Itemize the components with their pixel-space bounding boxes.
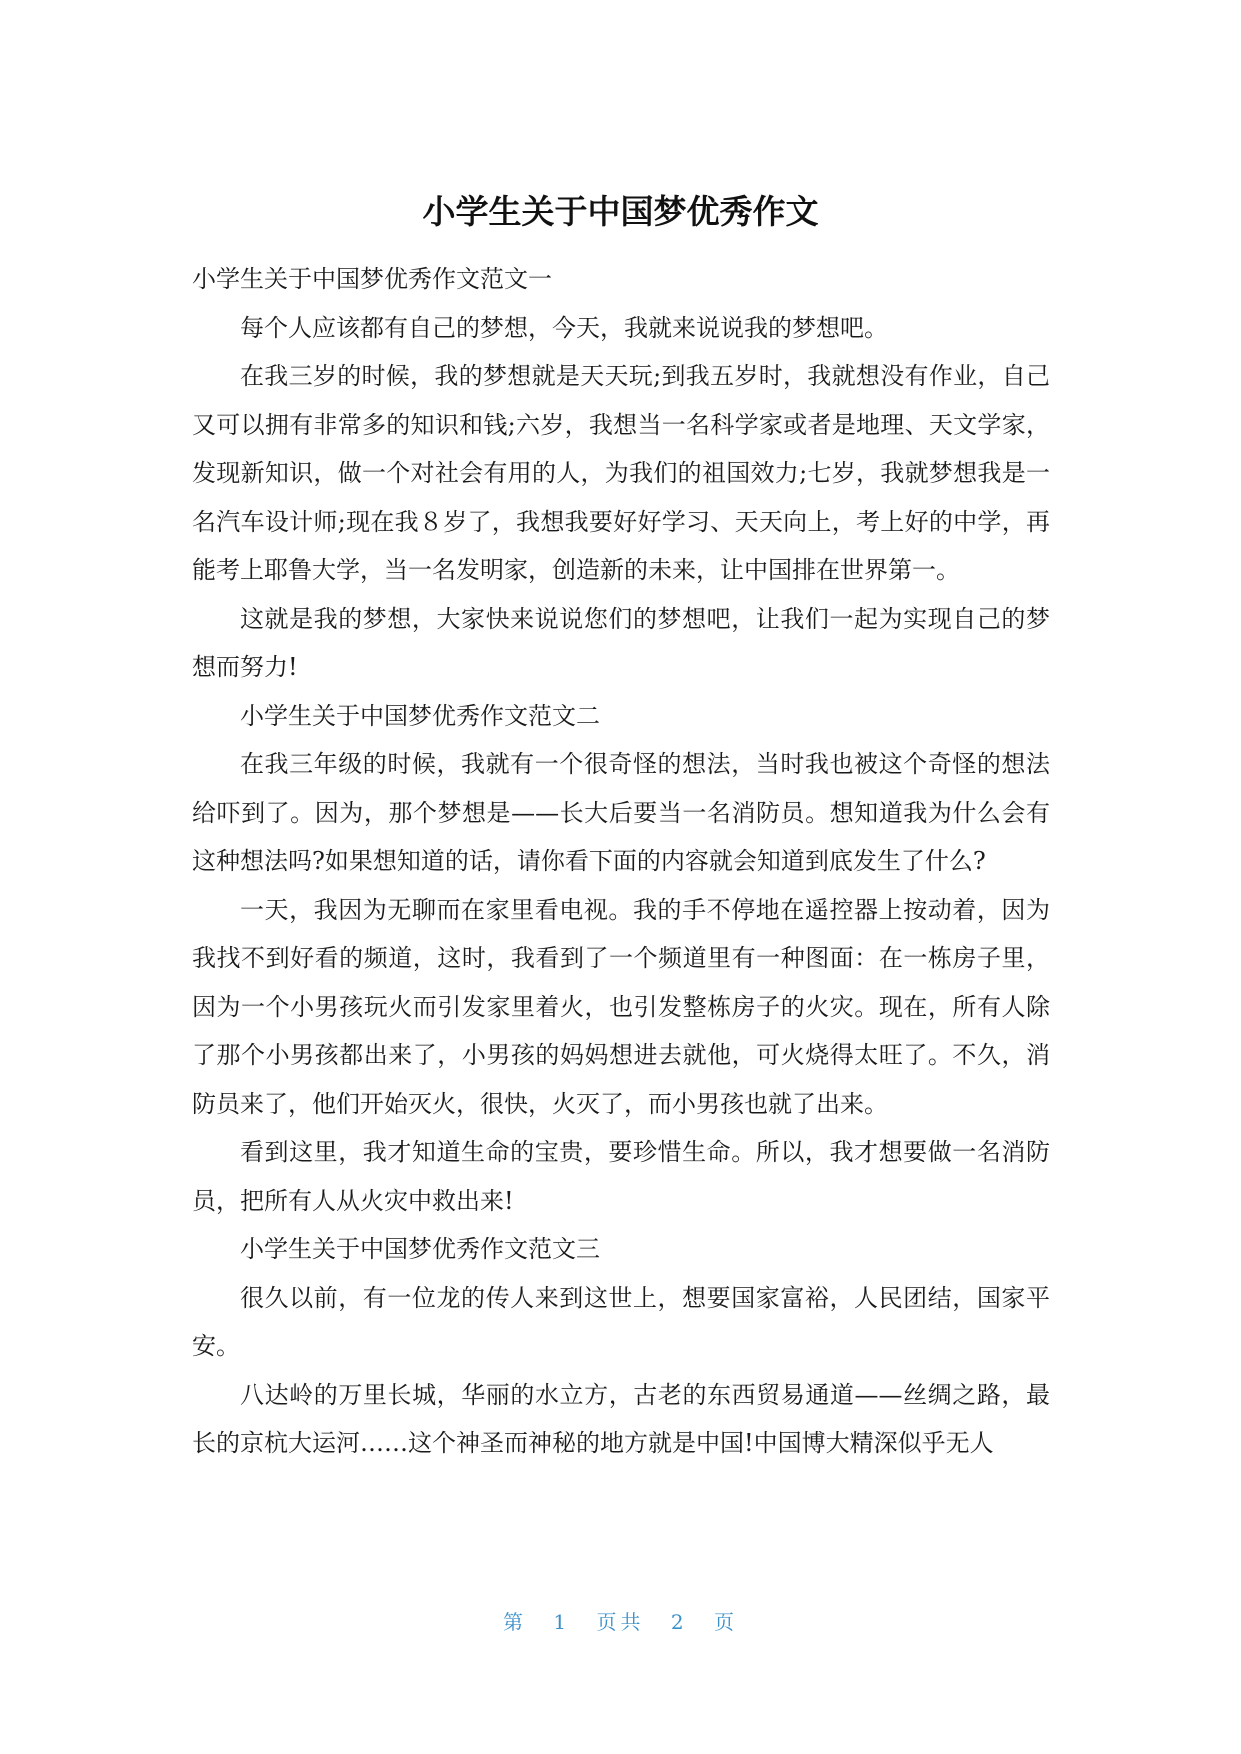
paragraph: 一天，我因为无聊而在家里看电视。我的手不停地在遥控器上按动着，因为我找不到好看的频道，这时，我看到了一个频道里有一种图面：在一栋房子里，因为一个小男孩玩火而引发家里着火，也引发整栋房子的火灾。现在，所有人除了那个小男孩都出来了，小男孩的妈妈想进去就他，可火烧得太旺了。不久，消防员来了，他们开始灭火，很快，火灭了，而小男孩也就了出来。 — [192, 895, 1050, 1118]
paragraph: 每个人应该都有自己的梦想，今天，我就来说说我的梦想吧。 — [240, 313, 888, 342]
paragraph: 在我三岁的时候，我的梦想就是天天玩;到我五岁时，我就想没有作业，自己又可以拥有非常多的知识和钱;六岁，我想当一名科学家或者是地理、天文学家，发现新知识，做一个对社会有用的人，为我们的祖国效力;七岁，我就梦想我是一名汽车设计师;现在我８岁了，我想我要好好学习、天天向上，考上好的中学，再能考上耶鲁大学，当一名发明家，创造新的未来，让中国排在世界第一。 — [192, 362, 1050, 584]
paragraph: 很久以前，有一位龙的传人来到这世上，想要国家富裕，人民团结，国家平安。 — [192, 1283, 1050, 1360]
paragraph: 这就是我的梦想，大家快来说说您们的梦想吧，让我们一起为实现自己的梦想而努力! — [192, 604, 1050, 681]
paragraph: 看到这里，我才知道生命的宝贵，要珍惜生命。所以，我才想要做一名消防员，把所有人从火灾中救出来! — [192, 1138, 1050, 1215]
footer-prefix: 第 — [503, 1610, 528, 1634]
section-heading-3: 小学生关于中国梦优秀作文范文三 — [240, 1235, 600, 1263]
paragraph: 八达岭的万里长城，华丽的水立方，古老的东西贸易通道——丝绸之路，最长的京杭大运河……这个神圣而神秘的地方就是中国!中国博大精深似乎无人 — [192, 1380, 1050, 1457]
document-body — [192, 255, 1050, 1468]
page-footer — [0, 1608, 1241, 1636]
section-heading-2: 小学生关于中国梦优秀作文范文二 — [240, 701, 600, 730]
footer-suffix: 页 — [713, 1610, 738, 1634]
document-title: 小学生关于中国梦优秀作文 — [422, 192, 819, 231]
paragraph: 在我三年级的时候，我就有一个很奇怪的想法，当时我也被这个奇怪的想法给吓到了。因为，那个梦想是——长大后要当一名消防员。想知道我为什么会有这种想法吗?如果想知道的话，请你看下面的内容就会知道到底发生了什么? — [192, 750, 1050, 875]
footer-total-pages: 2 — [670, 1610, 688, 1634]
section-heading-1: 小学生关于中国梦优秀作文范文一 — [192, 265, 552, 293]
footer-middle: 页共 — [596, 1610, 645, 1634]
footer-page-number: 1 — [553, 1610, 571, 1634]
